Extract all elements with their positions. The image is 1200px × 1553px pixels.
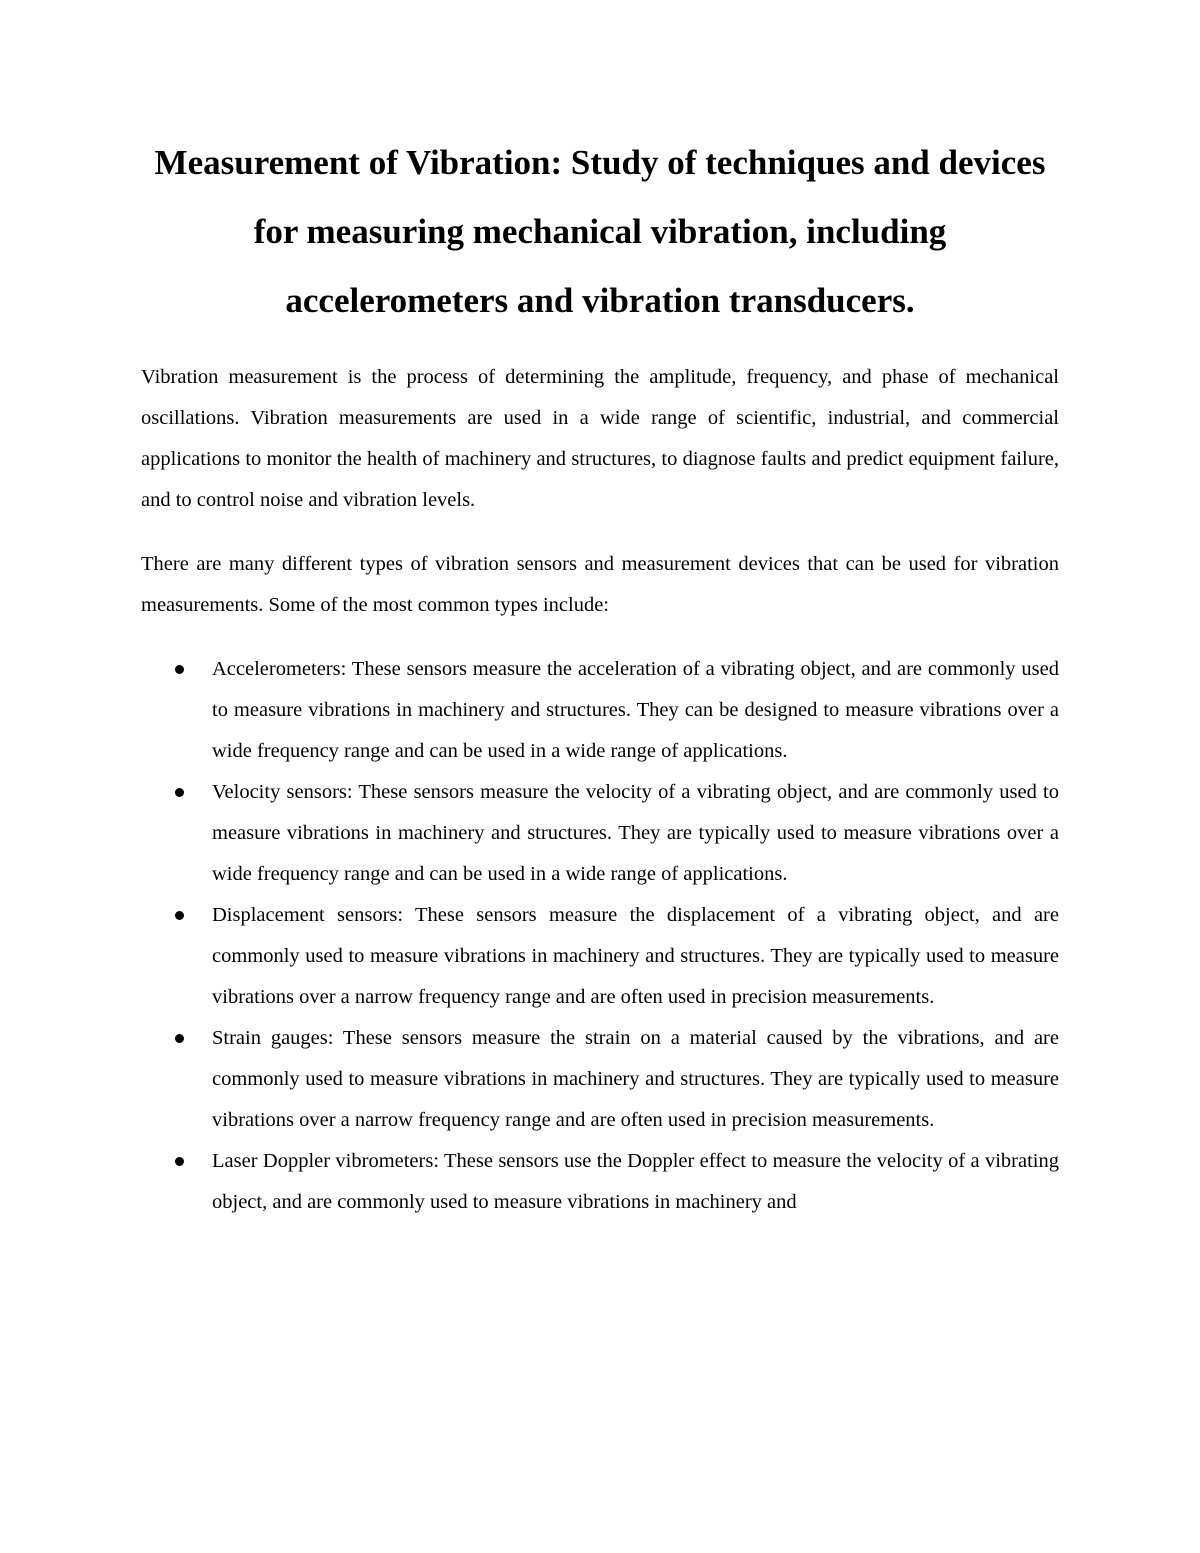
bullet-icon	[175, 788, 184, 797]
sensor-types-paragraph: There are many different types of vibration sensors and measurement devices that can be used for vibration measurements. Some of the most common types include:	[141, 553, 1059, 616]
list-item-text: Laser Doppler vibrometers: These sensors use the Doppler effect to measure the velocity of a vibrating object, and are commonly used to measure vibrations in machinery and	[212, 1150, 1059, 1213]
bullet-icon	[175, 911, 184, 920]
list-item-text: Accelerometers: These sensors measure the acceleration of a vibrating object, and are commonly used to measure vibrations in machinery and structures. They can be designed to measure vibrations over a wide frequency range and can be used in a wide range of applications.	[212, 658, 1059, 762]
list-item-strain-gauges	[141, 1018, 1059, 1141]
bullet-icon	[175, 665, 184, 674]
bullet-icon	[175, 1157, 184, 1166]
list-item-laser-doppler-vibrometers	[141, 1141, 1059, 1223]
bullet-icon	[175, 1034, 184, 1043]
list-item-velocity-sensors	[141, 772, 1059, 895]
list-item-accelerometers	[141, 649, 1059, 772]
list-item-text: Strain gauges: These sensors measure the strain on a material caused by the vibrations, and are commonly used to measure vibrations in machinery and structures. They are typically used to measure vibrations over a narrow frequency range and are often used in precision measurements.	[212, 1027, 1059, 1131]
sensor-types-list	[141, 649, 1059, 1223]
intro-paragraph: Vibration measurement is the process of determining the amplitude, frequency, and phase of mechanical oscillations. Vibration measurements are used in a wide range of scientific, industrial, and commercial applications to monitor the health of machinery and structures, to diagnose faults and predict equipment failure, and to control noise and vibration levels.	[141, 366, 1059, 511]
list-item-displacement-sensors	[141, 895, 1059, 1018]
list-item-text: Displacement sensors: These sensors measure the displacement of a vibrating object, and are commonly used to measure vibrations in machinery and structures. They are typically used to measure vibrations over a narrow frequency range and are often used in precision measurements.	[212, 904, 1059, 1008]
document-body	[141, 128, 1059, 1223]
list-item-text: Velocity sensors: These sensors measure the velocity of a vibrating object, and are commonly used to measure vibrations in machinery and structures. They are typically used to measure vibrations over a wide frequency range and can be used in a wide range of applications.	[212, 781, 1059, 885]
document-title: Measurement of Vibration: Study of techniques and devices for measuring mechanical vibration, including accelerometers and vibration transducers.	[154, 143, 1046, 320]
